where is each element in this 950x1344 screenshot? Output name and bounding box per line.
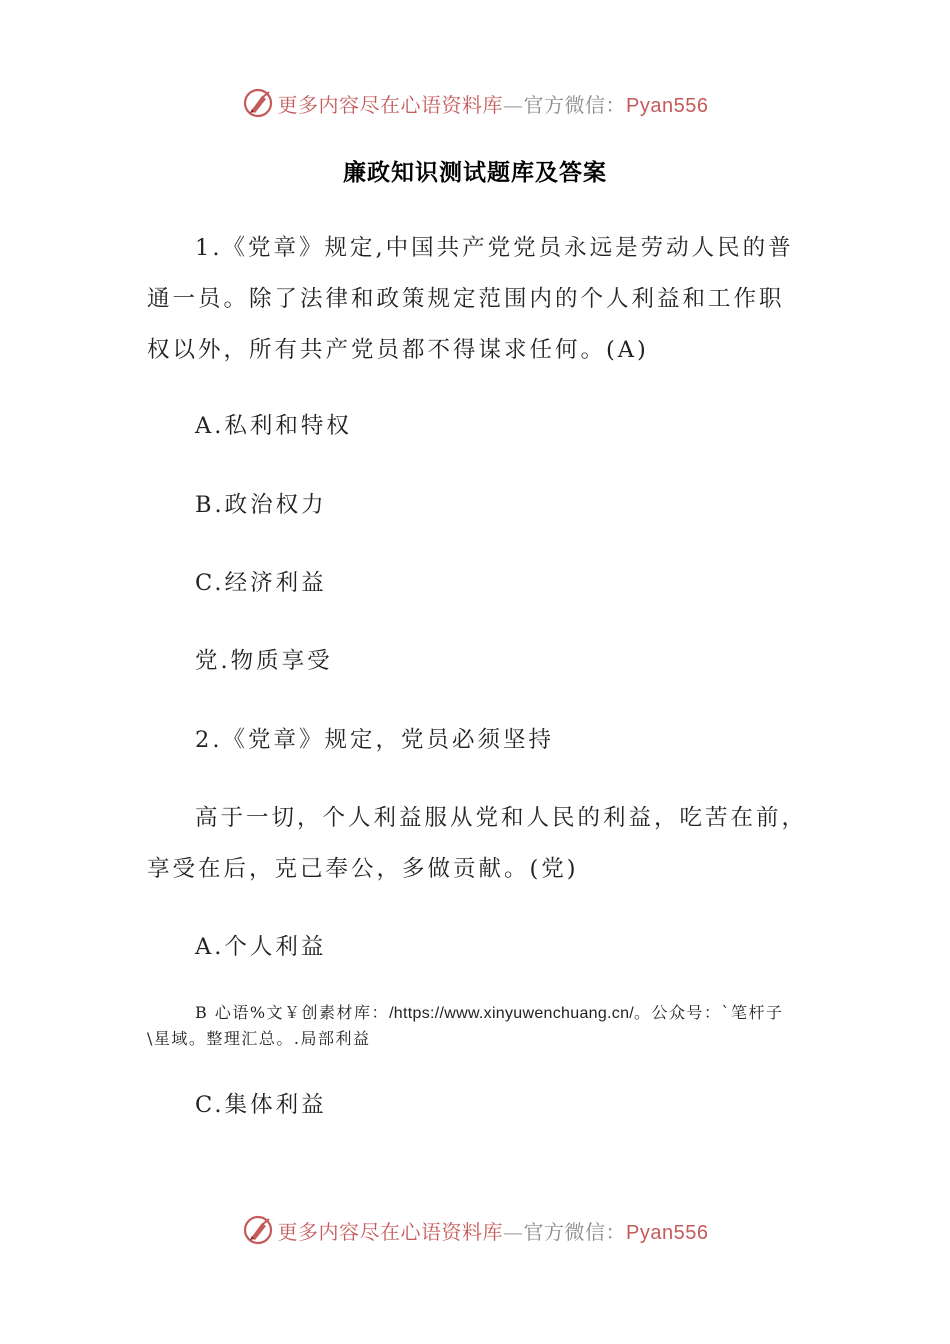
question-2-option-b: B 心语%文￥创素材库：/https://www.xinyuwenchuang.cn/。公众号：`笔杆子\星域。整理汇总。.局部利益 (147, 1003, 784, 1048)
question-1-option-d: 党.物质享受 (195, 648, 333, 674)
footer-banner (0, 1208, 950, 1252)
banner-text: 更多内容尽在心语资料库—官方微信：Pyan556 (277, 92, 709, 117)
question-1-option-c: C.经济利益 (195, 570, 327, 596)
pen-nib-logo-icon (242, 1214, 274, 1246)
question-2-option-a: A.个人利益 (195, 934, 327, 960)
header-banner (0, 81, 950, 125)
pen-nib-logo-icon (242, 87, 274, 119)
question-2-text: 2.《党章》规定，党员必须坚持 (195, 727, 554, 753)
question-2-option-c: C.集体利益 (195, 1092, 327, 1118)
question-1-text: 1.《党章》规定,中国共产党党员永远是劳动人民的普通一员。除了法律和政策规定范围内的个人利益和工作职权以外，所有共产党员都不得谋求任何。(A) (147, 235, 794, 363)
page-title: 廉政知识测试题库及答案 (343, 159, 607, 186)
question-1-option-b: B.政治权力 (195, 492, 327, 518)
question-1-option-a: A.私利和特权 (195, 413, 352, 439)
banner-text: 更多内容尽在心语资料库—官方微信：Pyan556 (277, 1219, 709, 1244)
question-2-text-continued: 高于一切，个人利益服从党和人民的利益，吃苦在前，享受在后，克己奉公，多做贡献。(党) (147, 805, 808, 882)
